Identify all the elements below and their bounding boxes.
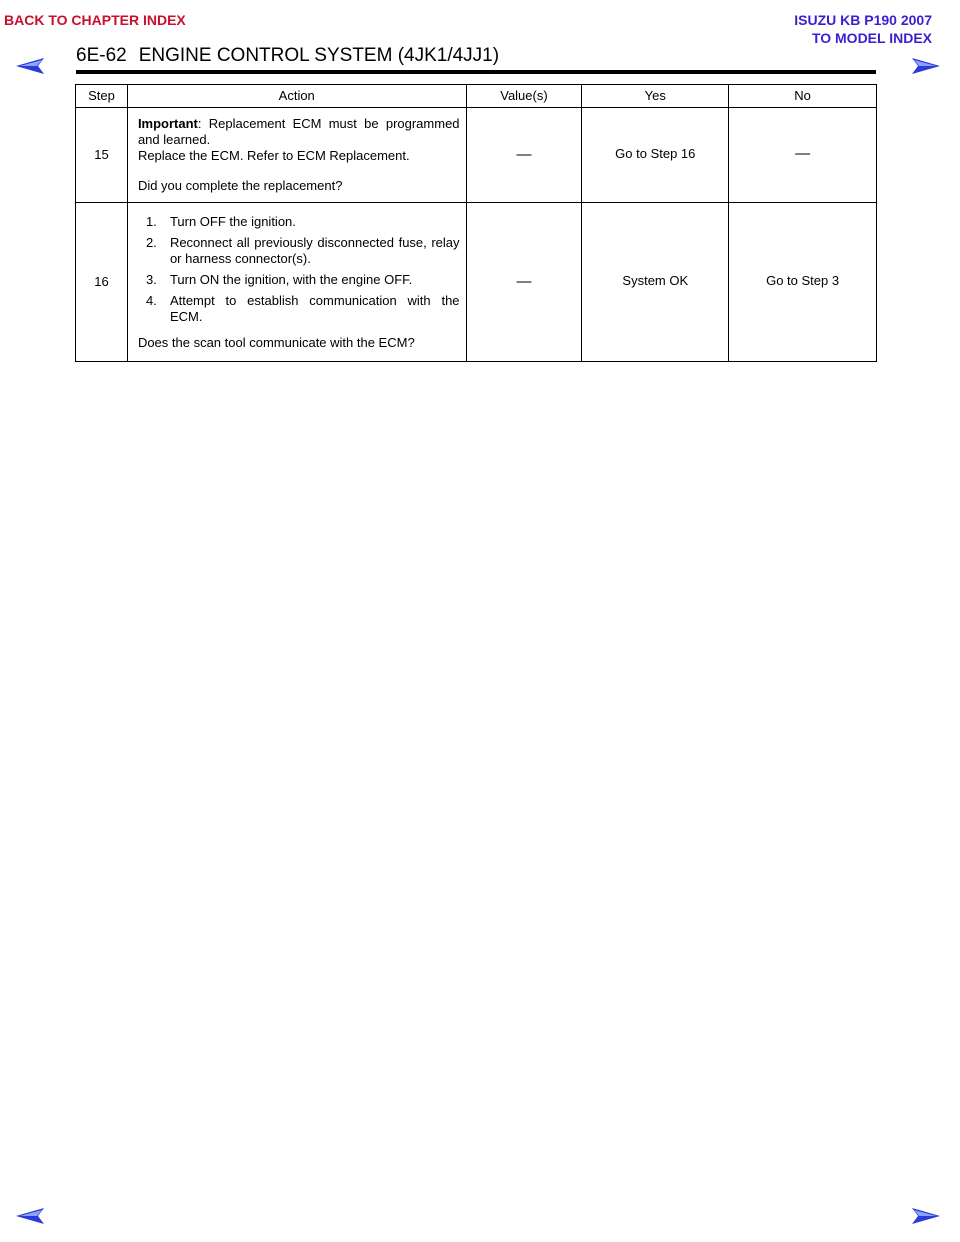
right-arrow-icon[interactable] [912,58,940,74]
yes-cell: Go to Step 16 [582,108,729,203]
list-item [138,293,460,325]
model-title-link[interactable]: ISUZU KB P190 2007 [794,12,932,28]
column-header-yes: Yes [582,85,729,108]
yes-cell: System OK [582,203,729,362]
header-divider [76,70,876,74]
list-item-number: 1. [145,213,157,229]
page-title [76,44,499,68]
page-number: 6E-62 [76,45,127,66]
back-to-chapter-index-link[interactable]: BACK TO CHAPTER INDEX [4,12,186,28]
important-note [138,116,460,148]
table-row [76,203,877,362]
table-header-row [76,85,877,108]
action-question: Did you complete the replacement? [137,178,343,193]
action-cell [127,203,466,362]
step-number: 16 [76,203,128,362]
action-cell [127,108,466,203]
to-model-index-link[interactable]: TO MODEL INDEX [811,30,932,46]
list-item-text: Turn ON the ignition, with the engine OFF. [169,271,413,287]
list-item-number: 3. [145,271,157,287]
action-instruction: Replace the ECM. Refer to ECM Replacement. [137,148,410,163]
left-arrow-icon[interactable] [16,58,44,74]
left-arrow-icon[interactable] [16,1208,44,1224]
section-title: ENGINE CONTROL SYSTEM (4JK1/4JJ1) [138,45,500,66]
list-item [138,214,460,230]
list-item [138,235,460,267]
value-cell: — [466,108,582,203]
list-item-text: Turn OFF the ignition. [169,213,296,229]
value-cell: — [466,203,582,362]
column-header-no: No [729,85,877,108]
list-item-text: Attempt to establish communication with the ECM. [169,292,460,324]
list-item-number: 4. [145,292,157,308]
list-item-number: 2. [145,234,157,250]
column-header-values: Value(s) [466,85,582,108]
table-row [76,108,877,203]
important-label: Important [137,116,198,131]
no-cell: — [729,108,877,203]
column-header-step: Step [76,85,128,108]
list-item-text: Reconnect all previously disconnected fuse, relay or harness connector(s). [169,234,460,266]
action-question: Does the scan tool communicate with the ECM? [137,334,415,350]
diagnostic-table [75,84,877,362]
no-cell: Go to Step 3 [729,203,877,362]
column-header-action: Action [127,85,466,108]
right-arrow-icon[interactable] [912,1208,940,1224]
important-text: : Replacement ECM must be programmed and learned. [137,116,460,147]
step-number: 15 [76,108,128,203]
action-steps-list [138,214,460,325]
list-item [138,272,460,288]
